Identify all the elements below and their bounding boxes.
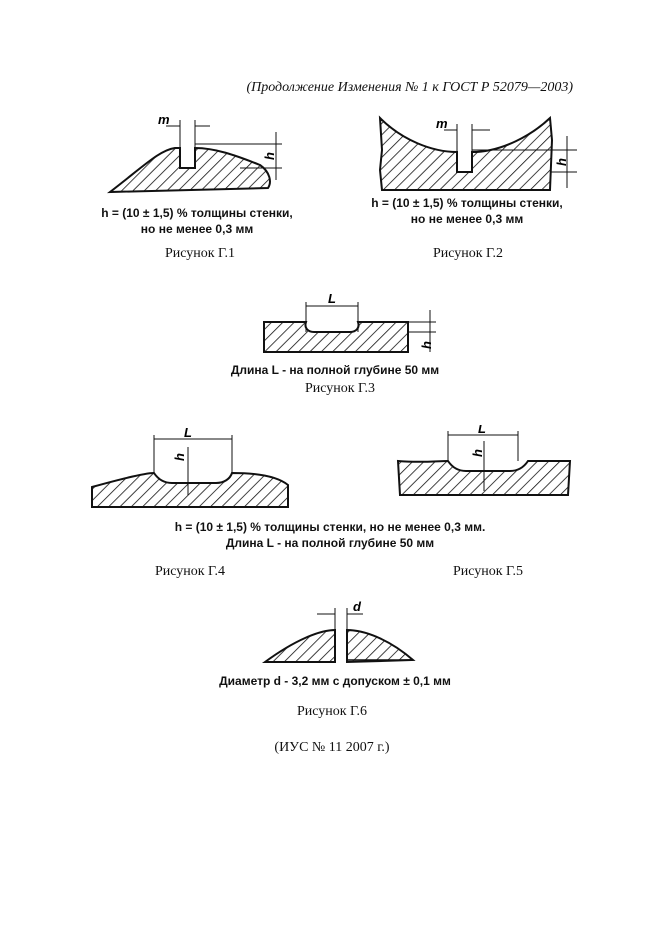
fig45-note	[150, 519, 510, 551]
fig1-note-line2: но не менее 0,3 мм	[140, 222, 254, 236]
fig2-caption: Рисунок Г.2	[432, 246, 504, 261]
fig1-note-line1: h = (10 ± 1,5) % толщины стенки,	[101, 206, 293, 220]
fig1-label-m: m	[158, 112, 170, 127]
fig3-caption: Рисунок Г.3	[304, 381, 376, 396]
figure-g6-drawing	[255, 600, 425, 670]
fig5-label-L: L	[478, 425, 486, 436]
fig6-caption: Рисунок Г.6	[296, 704, 368, 719]
fig4-label-h: h	[172, 453, 187, 461]
document-header: (Продолжение Изменения № 1 к ГОСТ Р 52079—2003)	[246, 80, 573, 95]
figure-g3-drawing	[258, 290, 448, 360]
fig2-note	[352, 195, 582, 227]
figure-g2-drawing	[372, 110, 582, 200]
fig6-note: Диаметр d - 3,2 мм с допуском ± 0,1 мм	[219, 674, 451, 688]
fig3-label-L: L	[328, 291, 336, 306]
fig45-note-line1: h = (10 ± 1,5) % толщины стенки, но не менее 0,3 мм.	[174, 520, 486, 534]
fig3-label-h: h	[419, 341, 434, 349]
fig45-note-line2: Длина L - на полной глубине 50 мм	[225, 536, 435, 550]
fig3-note: Длина L - на полной глубине 50 мм	[230, 363, 440, 377]
fig1-label-h: h	[262, 152, 277, 160]
footer-note: (ИУС № 11 2007 г.)	[274, 740, 390, 755]
fig5-caption: Рисунок Г.5	[452, 564, 524, 579]
figure-g1-drawing	[100, 110, 300, 200]
fig2-note-line2: но не менее 0,3 мм	[410, 212, 524, 226]
fig5-label-h: h	[470, 449, 485, 457]
fig1-caption: Рисунок Г.1	[164, 246, 236, 261]
fig6-label-d: d	[353, 600, 361, 614]
fig2-label-h: h	[554, 158, 569, 166]
fig4-caption: Рисунок Г.4	[154, 564, 226, 579]
figure-g5-drawing	[392, 425, 582, 505]
fig1-note	[82, 205, 312, 237]
figure-g4-drawing	[88, 425, 298, 510]
fig2-label-m: m	[436, 116, 448, 131]
fig4-label-L: L	[184, 425, 192, 440]
fig2-note-line1: h = (10 ± 1,5) % толщины стенки,	[371, 196, 563, 210]
